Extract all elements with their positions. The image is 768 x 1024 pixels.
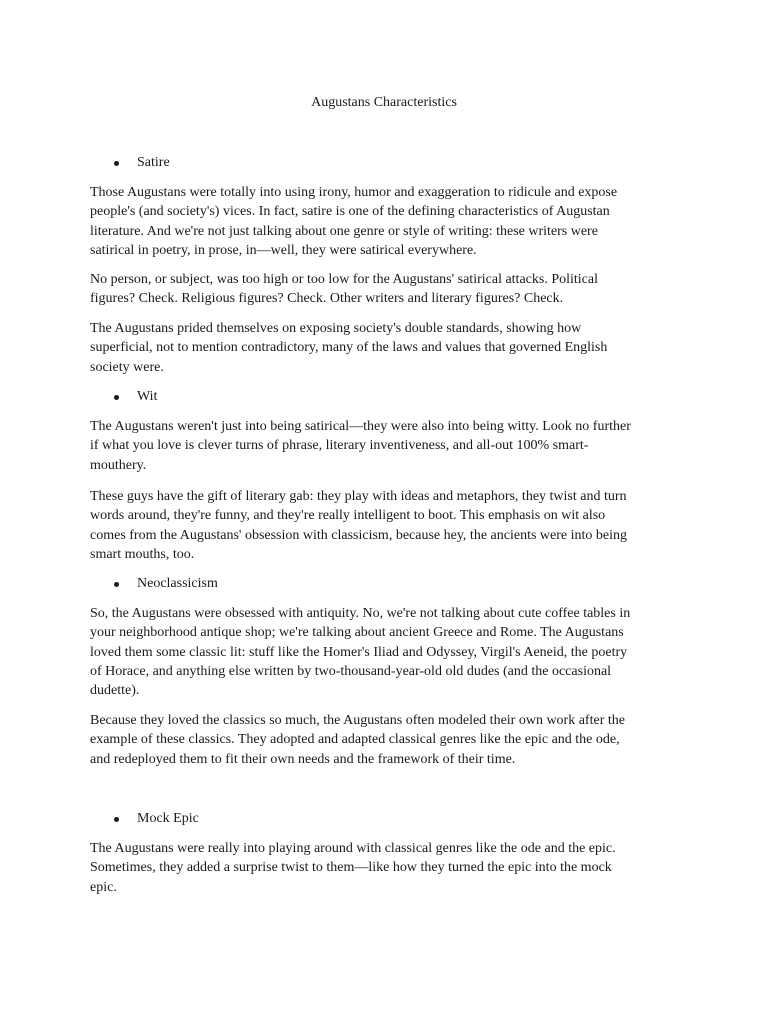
paragraph (90, 417, 660, 475)
text-line: figures? Check. Religious figures? Check. Other writers and literary figures? Check. (90, 291, 564, 307)
text-line: The Augustans were really into playing around with classical genres like the ode and the epic. (90, 841, 616, 856)
paragraph (90, 839, 660, 897)
paragraph (90, 487, 660, 564)
text-line: Because they loved the classics so much, the Augustans often modeled their own work after the (90, 713, 625, 728)
bullet-icon (114, 817, 119, 822)
paragraph (90, 604, 660, 700)
section-heading: Mock Epic (137, 811, 199, 826)
text-line: comes from the Augustans' obsession with classicism, because hey, the ancients were into being (90, 527, 627, 543)
text-line: your neighborhood antique shop; we're talking about ancient Greece and Rome. The Augustans (90, 625, 624, 641)
bullet-heading-neoclassicism (112, 575, 218, 593)
text-line: The Augustans prided themselves on exposing society's double standards, showing how (90, 321, 582, 336)
text-line: and redeployed them to fit their own needs and the framework of their time. (90, 751, 516, 767)
text-line: These guys have the gift of literary gab: they play with ideas and metaphors, they twist and turn (90, 489, 627, 504)
text-line: mouthery. (90, 457, 147, 473)
paragraph (90, 183, 660, 260)
text-line: superficial, not to mention contradictory, many of the laws and values that governed English (90, 340, 608, 356)
text-line: society were. (90, 359, 164, 375)
text-line: of Horace, and anything else written by two-thousand-year-old old dudes (and the occasional (90, 663, 612, 679)
text-line: words around, they're funny, and they're really intelligent to boot. This emphasis on wit also (90, 508, 606, 524)
paragraph (90, 711, 660, 769)
text-line: example of these classics. They adopted and adapted classical genres like the epic and the ode, (90, 732, 620, 748)
paragraph (90, 319, 660, 377)
text-line: So, the Augustans were obsessed with antiquity. No, we're not talking about cute coffee tables in (90, 606, 631, 621)
text-line: No person, or subject, was too high or too low for the Augustans' satirical attacks. Political (90, 272, 598, 287)
text-line: people's (and society's) vices. In fact, satire is one of the defining characteristics of Augustan (90, 204, 610, 220)
page-title: Augustans Characteristics (311, 95, 457, 110)
text-line: if what you love is clever turns of phrase, literary inventiveness, and all-out 100% smart- (90, 438, 589, 454)
bullet-heading-wit (112, 388, 157, 406)
bullet-heading-satire (112, 154, 170, 172)
bullet-icon (114, 395, 119, 400)
text-line: loved them some classic lit: stuff like the Homer's Iliad and Odyssey, Virgil's Aeneid, the poetry (90, 644, 628, 660)
text-line: smart mouths, too. (90, 546, 195, 562)
text-line: satirical in poetry, in prose, in—well, they were satirical everywhere. (90, 242, 477, 258)
section-heading: Satire (137, 155, 170, 170)
bullet-icon (114, 161, 119, 166)
paragraph (90, 270, 660, 309)
bullet-icon (114, 582, 119, 587)
text-line: The Augustans weren't just into being satirical—they were also into being witty. Look no further (90, 419, 631, 434)
text-line: epic. (90, 879, 117, 895)
text-line: Sometimes, they added a surprise twist to them—like how they turned the epic into the mock (90, 860, 612, 876)
text-line: literature. And we're not just talking about one genre or style of writing: these writers were (90, 223, 598, 239)
bullet-heading-mock-epic (112, 810, 199, 828)
section-heading: Wit (137, 389, 158, 404)
section-heading: Neoclassicism (137, 576, 218, 591)
text-line: Those Augustans were totally into using irony, humor and exaggeration to ridicule and expose (90, 185, 618, 200)
text-line: dudette). (90, 683, 140, 699)
